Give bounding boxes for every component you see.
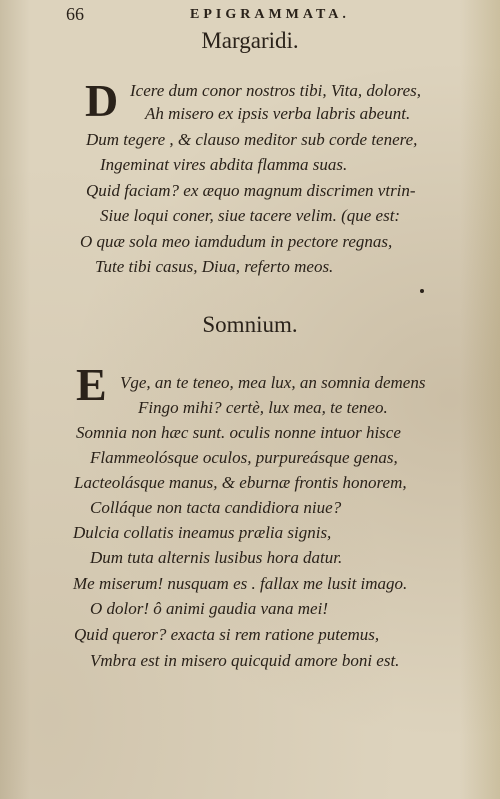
verse-line: Quid faciam? ex æquo magnum discrimen vtrin- <box>86 181 416 200</box>
verse-line: Icere dum conor nostros tibi, Vita, dolores, <box>130 81 422 100</box>
verse-line: Ah misero ex ipsis verba labris abeunt. <box>145 104 411 123</box>
poem-title-somnium: Somnium. <box>202 312 298 337</box>
verse-line: O quæ sola meo iamdudum in pectore regnas, <box>80 232 393 251</box>
poem-title-margaridi: Margaridi. <box>201 28 299 53</box>
verse-line: Ingeminat vires abdita flamma suas. <box>100 155 348 174</box>
verse-line: Dulcia collatis ineamus prælia signis, <box>73 523 332 542</box>
running-head <box>0 4 500 26</box>
verse-line: Flammeolósque oculos, purpureásque genas, <box>90 448 398 467</box>
verse-line: Fingo mihi? certè, lux mea, te teneo. <box>138 398 388 417</box>
running-title: EPIGRAMMATA. <box>190 7 350 22</box>
page-number: 66 <box>66 4 84 24</box>
verse-line: Siue loqui coner, siue tacere velim. (que est: <box>100 206 401 225</box>
verse-line: Lacteolásque manus, & eburnæ frontis honorem, <box>74 473 407 492</box>
verse-line: Somnia non hæc sunt. oculis nonne intuor hisce <box>76 423 401 442</box>
verse-line: Tute tibi casus, Diua, referto meos. <box>95 257 334 276</box>
verse-line: Colláque non tacta candidiora niue? <box>90 498 342 517</box>
drop-cap-initial: E <box>76 359 107 410</box>
verse-line: Quid queror? exacta si rem ratione putemus, <box>74 625 380 644</box>
verse-line: Vmbra est in misero quicquid amore boni est. <box>90 651 400 670</box>
verse-line: Vge, an te teneo, mea lux, an somnia demens <box>120 373 426 392</box>
verse-line: Me miserum! nusquam es . fallax me lusit imago. <box>73 574 408 593</box>
verse-line: Dum tuta alternis lusibus hora datur. <box>90 548 343 567</box>
verse-line: O dolor! ô animi gaudia vana mei! <box>90 599 328 618</box>
verse-line: Dum tegere , & clauso meditor sub corde tenere, <box>86 130 418 149</box>
drop-cap-initial: D <box>85 75 119 126</box>
ink-speck <box>420 289 424 293</box>
